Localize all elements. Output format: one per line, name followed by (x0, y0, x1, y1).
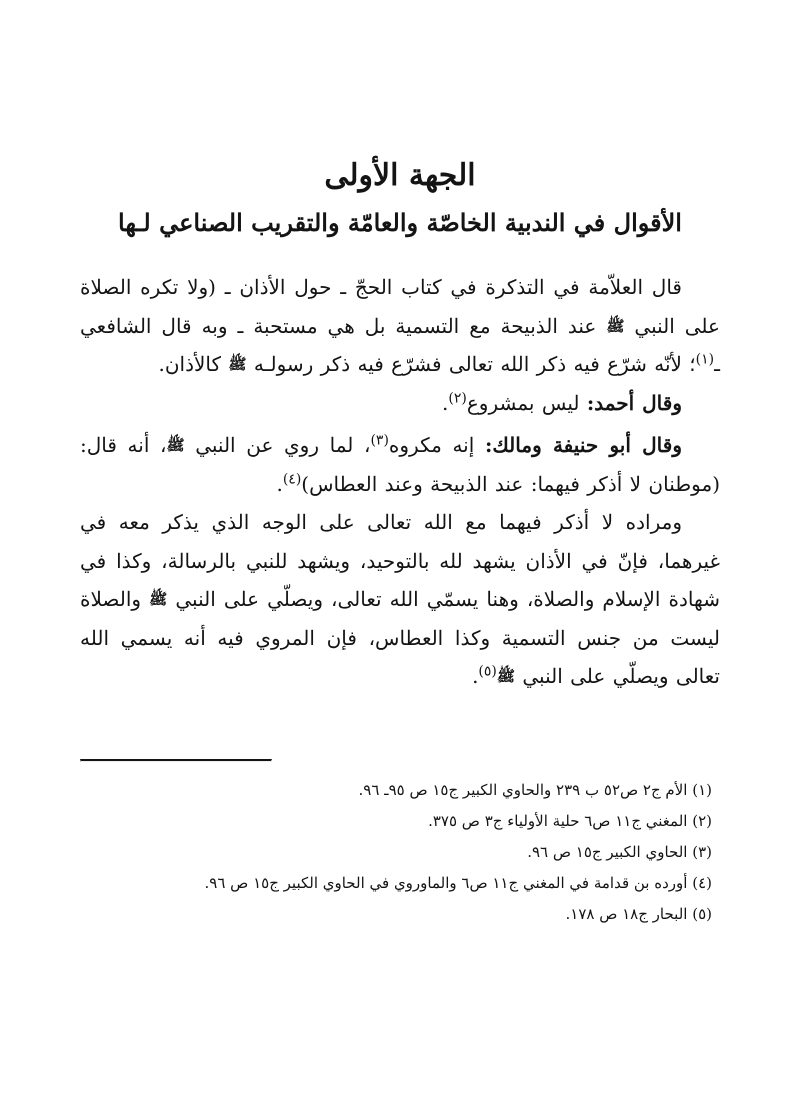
speaker-ahmad: وقال أحمد: (586, 390, 682, 415)
paragraph-allama-quote (80, 268, 720, 384)
footnotes-list (80, 775, 712, 930)
honorific-mark: ﷺ (149, 590, 168, 608)
main-text (80, 268, 720, 696)
footnote-2: (٢) المغني ج١١ ص٦ حلية الأولياء ج٣ ص ٣٧٥. (428, 812, 712, 830)
paragraph-4-text-a: ومراده لا أذكر فيهما مع الله تعالى على الوجه الذي يذكر معه في غيرهما، فإنّ في الأذان يشهد لله بالتوحيد، ويشهد للنبي بالرسالة، وكذا في شهادة الإسلام والصلاة، وهنا يسمّي الله تعالى، ويصلّي على النبي (80, 510, 721, 611)
footnote-divider (80, 759, 272, 762)
paragraph-1-text-c: ؛ لأنّه شرّع فيه ذكر الله تعالى فشرّع فيه ذكر رسولـه (253, 352, 696, 376)
paragraph-3-text-b: ، لما روي عن النبي (195, 433, 371, 457)
paragraph-3-text-a: إنه مكروه (388, 433, 475, 457)
honorific-mark: ﷺ (606, 316, 625, 335)
footnote-ref-1[interactable]: (١) (695, 351, 715, 368)
footnote-ref-5[interactable]: (٥) (478, 663, 497, 680)
speaker-abu-hanifa-malik: وقال أبو حنيفة ومالك: (484, 433, 682, 457)
footnote-ref-4[interactable]: (٤) (282, 470, 302, 487)
paragraph-hanafi-maliki-opinion (80, 426, 720, 503)
paragraph-2-text: ليس بمشروع (466, 390, 580, 415)
paragraph-1-text-a: قال العلاّمة في التذكرة في كتاب الحجّ ـ حول الأذان ـ (ولا تكره الصلاة على النبي (80, 275, 720, 338)
paragraph-1-text-d: كالأذان. (158, 352, 222, 376)
paragraph-3-end: . (276, 471, 283, 496)
paragraph-1-text-b: عند الذبيحة مع التسمية بل هي مستحبة ـ وبه قال الشافعي ـ (80, 313, 720, 376)
paragraph-4-end: . (472, 664, 479, 688)
paragraph-4-text-b: والصلاة ليست من جنس التسمية وكذا العطاس، فإن المروي فيه أنه يسمي الله تعالى ويصلّي على النبي (80, 587, 720, 688)
honorific-mark: ﷺ (166, 436, 185, 454)
honorific-mark: ﷺ (496, 667, 516, 685)
footnote-5: (٥) البحار ج١٨ ص ١٧٨. (565, 905, 712, 923)
honorific-mark: ﷺ (228, 355, 247, 373)
footnote-3: (٣) الحاوي الكبير ج١٥ ص ٩٦. (527, 843, 712, 861)
paragraph-3-text-c: ، أنه قال: (موطنان لا أذكر فيهما: عند الذبيحة وعند العطاس) (80, 433, 720, 496)
section-title: الجهة الأولى (324, 158, 476, 193)
book-page (80, 0, 720, 1099)
footnote-ref-3[interactable]: (٣) (370, 432, 389, 449)
footnote-1: (١) الأم ج٢ ص٥٢ ب ٢٣٩ والحاوي الكبير ج١٥ ص ٩٥ـ ٩٦. (358, 781, 712, 799)
paragraph-ahmad-opinion (80, 384, 720, 423)
section-subtitle: الأقوال في الندبية الخاصّة والعامّة والتقريب الصناعي لـها (118, 208, 682, 237)
footnote-ref-2[interactable]: (٢) (448, 389, 467, 406)
paragraph-explanation (80, 503, 720, 696)
footnote-4: (٤) أورده بن قدامة في المغني ج١١ ص٦ والماوروي في الحاوي الكبير ج١٥ ص ٩٦. (204, 874, 712, 892)
paragraph-2-end: . (442, 390, 449, 415)
